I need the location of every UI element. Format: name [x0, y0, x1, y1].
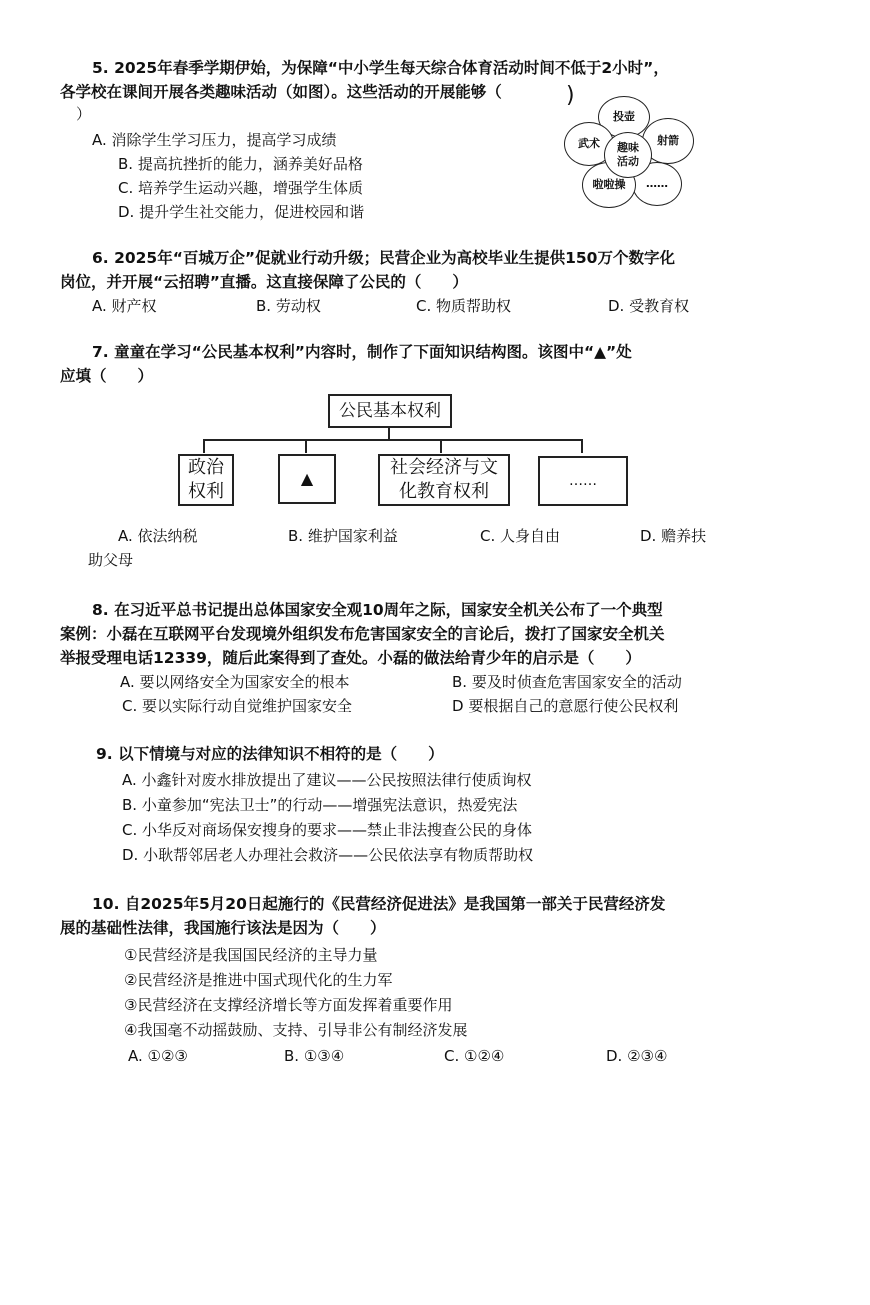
q7-option-a[interactable]: A. 依法纳税	[118, 527, 198, 545]
q8-option-d[interactable]: D 要根据自己的意愿行使公民权利	[452, 697, 679, 715]
box-political-rights: 政治 权利	[178, 454, 234, 506]
q10-statement-4: ④我国毫不动摇鼓励、支持、引导非公有制经济发展	[124, 1021, 468, 1039]
q10-statement-2: ②民营经济是推进中国式现代化的生力军	[124, 971, 393, 989]
q10-option-a[interactable]: A. ①②③	[128, 1047, 188, 1065]
q10-statement-3: ③民营经济在支撑经济增长等方面发挥着重要作用	[124, 996, 453, 1014]
q9-stem: 9. 以下情境与对应的法律知识不相符的是（ ）	[96, 745, 444, 763]
q9-option-c[interactable]: C. 小华反对商场保安搜身的要求——禁止非法搜查公民的身体	[122, 821, 533, 839]
q8-option-c[interactable]: C. 要以实际行动自觉维护国家安全	[122, 697, 353, 715]
q10-option-c[interactable]: C. ①②④	[444, 1047, 505, 1065]
q10-option-b[interactable]: B. ①③④	[284, 1047, 345, 1065]
q6-option-b[interactable]: B. 劳动权	[256, 297, 321, 315]
q10-option-d[interactable]: D. ②③④	[606, 1047, 668, 1065]
q8-stem-line3: 举报受理电话12339，随后此案得到了查处。小磊的做法给青少年的启示是（ ）	[60, 649, 641, 667]
q9-option-b[interactable]: B. 小童参加“宪法卫士”的行动——增强宪法意识，热爱宪法	[122, 796, 518, 814]
petal-archery: 射箭	[642, 118, 694, 164]
q5-stem-line1: 5. 2025年春季学期伊始，为保障“中小学生每天综合体育活动时间不低于2小时”，	[92, 59, 669, 77]
q7-stem-line2: 应填（ ）	[60, 367, 154, 385]
petal-more: ……	[632, 162, 682, 206]
q6-stem-line2: 岗位，并开展“云招聘”直播。这直接保障了公民的（ ）	[60, 273, 468, 291]
petal-touhu: 投壶	[598, 96, 650, 138]
connector-trunk	[388, 426, 390, 440]
q5-paren-close: )	[566, 83, 575, 108]
q5-paren-close-wrap: ）	[76, 105, 92, 123]
q6-option-d[interactable]: D. 受教育权	[608, 297, 690, 315]
root-basic-rights: 公民基本权利	[328, 394, 452, 428]
q5-activity-diagram	[560, 94, 690, 214]
box-blank-triangle: ▲	[278, 454, 336, 504]
q5-option-d[interactable]: D. 提升学生社交能力，促进校园和谐	[118, 203, 365, 221]
center-fun-activities: 趣味 活动	[604, 132, 652, 178]
connector-3	[440, 439, 442, 453]
q5-stem-line2: 各学校在课间开展各类趣味活动（如图）。这些活动的开展能够（	[60, 83, 502, 101]
box-ellipsis: ……	[538, 456, 628, 506]
petal-cheerleading: 啦啦操	[582, 162, 636, 208]
q7-option-c[interactable]: C. 人身自由	[480, 527, 561, 545]
q5-option-a[interactable]: A. 消除学生学习压力，提高学习成绩	[92, 131, 337, 149]
q9-option-a[interactable]: A. 小鑫针对废水排放提出了建议——公民按照法律行使质询权	[122, 771, 532, 789]
q5-option-c[interactable]: C. 培养学生运动兴趣，增强学生体质	[118, 179, 364, 197]
q7-rights-diagram	[170, 394, 630, 514]
q9-option-d[interactable]: D. 小耿帮邻居老人办理社会救济——公民依法享有物质帮助权	[122, 846, 534, 864]
q8-option-a[interactable]: A. 要以网络安全为国家安全的根本	[120, 673, 350, 691]
q10-statement-1: ①民营经济是我国国民经济的主导力量	[124, 946, 378, 964]
q8-stem-line1: 8. 在习近平总书记提出总体国家安全观10周年之际，国家安全机关公布了一个典型	[92, 601, 663, 619]
connector-2	[305, 439, 307, 453]
q10-stem-line1: 10. 自2025年5月20日起施行的《民营经济促进法》是我国第一部关于民营经济发	[92, 895, 666, 913]
box-socioeconomic-rights: 社会经济与文 化教育权利	[378, 454, 510, 506]
q10-stem-line2: 展的基础性法律，我国施行该法是因为（ ）	[60, 919, 386, 937]
connector-bar	[203, 439, 583, 441]
petal-martial-arts: 武术	[564, 122, 614, 166]
q7-option-d-wrap: 助父母	[88, 551, 134, 569]
q6-stem-line1: 6. 2025年“百城万企”促就业行动升级；民营企业为高校毕业生提供150万个数字化	[92, 249, 675, 267]
q7-option-b[interactable]: B. 维护国家利益	[288, 527, 398, 545]
q8-option-b[interactable]: B. 要及时侦查危害国家安全的活动	[452, 673, 682, 691]
connector-4	[581, 439, 583, 453]
connector-1	[203, 439, 205, 453]
q5-option-b[interactable]: B. 提高抗挫折的能力，涵养美好品格	[118, 155, 363, 173]
q6-option-a[interactable]: A. 财产权	[92, 297, 157, 315]
q8-stem-line2: 案例：小磊在互联网平台发现境外组织发布危害国家安全的言论后，拨打了国家安全机关	[60, 625, 665, 643]
q6-option-c[interactable]: C. 物质帮助权	[416, 297, 512, 315]
q7-stem-line1: 7. 童童在学习“公民基本权利”内容时，制作了下面知识结构图。该图中“▲”处	[92, 343, 632, 361]
q7-option-d[interactable]: D. 赡养扶	[640, 527, 707, 545]
